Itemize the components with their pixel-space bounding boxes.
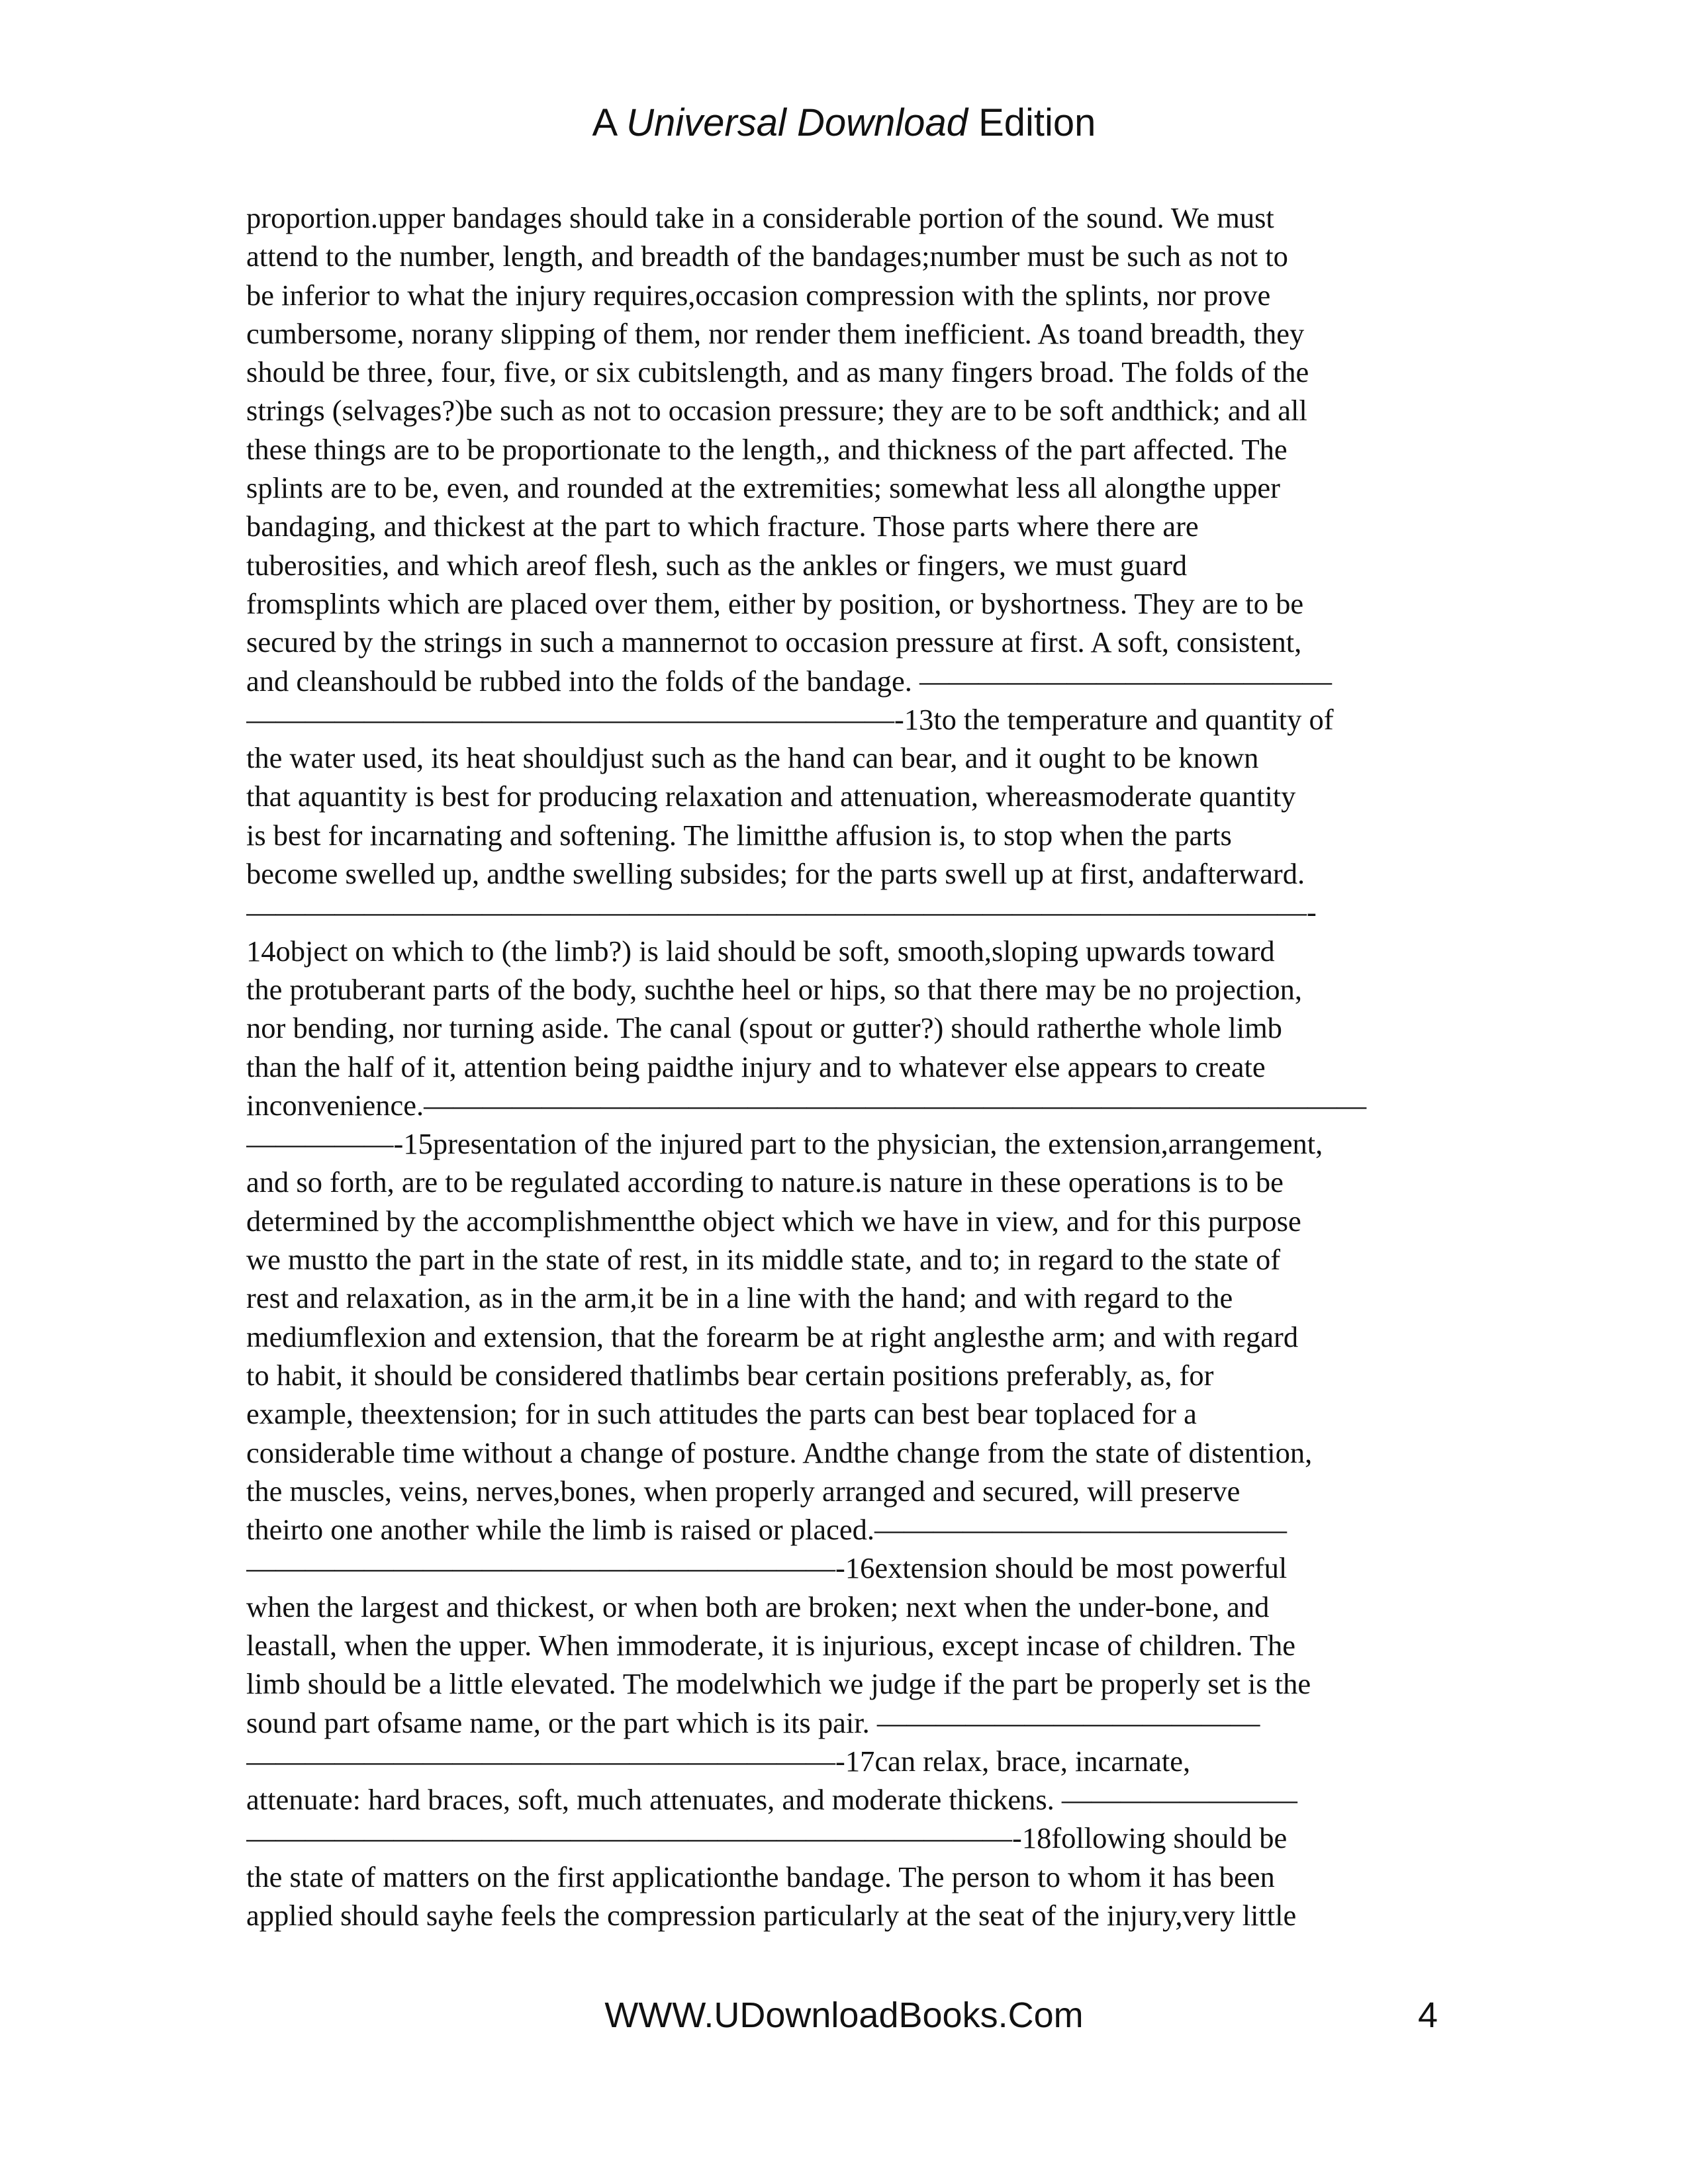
text-line: applied should sayhe feels the compression particularly at the seat of the injury,very little bbox=[246, 1899, 1297, 1933]
text-line: —————-15presentation of the injured part to the physician, the extension,arrangement, bbox=[246, 1127, 1323, 1161]
header-prefix: A bbox=[592, 101, 627, 144]
text-line: when the largest and thickest, or when both are broken; next when the under-bone, and bbox=[246, 1590, 1270, 1623]
text-line: inconvenience.———————————————————————————————— bbox=[246, 1088, 1367, 1122]
text-line: 14object on which to (the limb?) is laid should be soft, smooth,sloping upwards toward bbox=[246, 934, 1275, 968]
text-line: become swelled up, andthe swelling subsides; for the parts swell up at first, andafterward. bbox=[246, 857, 1305, 891]
text-line: splints are to be, even, and rounded at the extremities; somewhat less all alongthe upper bbox=[246, 471, 1280, 505]
body-text bbox=[246, 199, 1431, 1934]
text-line: secured by the strings in such a mannernot to occasion pressure at first. A soft, consistent, bbox=[246, 625, 1302, 659]
text-line: the muscles, veins, nerves,bones, when properly arranged and secured, will preserve bbox=[246, 1474, 1241, 1508]
text-line: the state of matters on the first applicationthe bandage. The person to whom it has been bbox=[246, 1860, 1275, 1893]
text-line: sound part ofsame name, or the part which is its pair. ————————————— bbox=[246, 1706, 1260, 1739]
text-line: that aquantity is best for producing relaxation and attenuation, whereasmoderate quantity bbox=[246, 780, 1296, 813]
text-line: nor bending, nor turning aside. The canal (spout or gutter?) should ratherthe whole limb bbox=[246, 1011, 1282, 1045]
text-line: example, theextension; for in such attitudes the parts can best bear toplaced for a bbox=[246, 1397, 1197, 1431]
text-line: the water used, its heat shouldjust such as the hand can bear, and it ought to be known bbox=[246, 741, 1259, 775]
text-line: fromsplints which are placed over them, either by position, or byshortness. They are to be bbox=[246, 586, 1304, 620]
page-number: 4 bbox=[1417, 1995, 1438, 2035]
text-line: be inferior to what the injury requires,occasion compression with the splints, nor prove bbox=[246, 278, 1271, 312]
text-line: ——————————————————————————-18following should be bbox=[246, 1821, 1288, 1855]
text-line: strings (selvages?)be such as not to occasion pressure; they are to be soft andthick; and all bbox=[246, 394, 1307, 428]
text-line: should be three, four, five, or six cubitslength, and as many fingers broad. The folds of the bbox=[246, 355, 1309, 389]
text-line: we mustto the part in the state of rest, in its middle state, and to; in regard to the state of bbox=[246, 1243, 1281, 1277]
text-line: ——————————————————————-13to the temperature and quantity of bbox=[246, 702, 1334, 736]
text-line: considerable time without a change of posture. Andthe change from the state of distention, bbox=[246, 1435, 1313, 1469]
text-line: is best for incarnating and softening. The limitthe affusion is, to stop when the parts bbox=[246, 818, 1232, 852]
footer-url: WWW.UDownloadBooks.Com bbox=[604, 1995, 1084, 2035]
text-line: bandaging, and thickest at the part to which fracture. Those parts where there are bbox=[246, 510, 1199, 543]
text-line: theirto one another while the limb is raised or placed.—————————————— bbox=[246, 1513, 1288, 1547]
text-line: leastall, when the upper. When immoderate, it is injurious, except incase of children. The bbox=[246, 1628, 1296, 1662]
text-line: ————————————————————————————————————- bbox=[246, 895, 1317, 929]
text-line: the protuberant parts of the body, suchthe heel or hips, so that there may be no projection, bbox=[246, 972, 1302, 1006]
text-line: than the half of it, attention being paidthe injury and to whatever else appears to create bbox=[246, 1050, 1266, 1083]
text-line: cumbersome, norany slipping of them, nor render them inefficient. As toand breadth, they bbox=[246, 316, 1305, 350]
text-line: to habit, it should be considered thatlimbs bear certain positions preferably, as, for bbox=[246, 1358, 1214, 1392]
text-line: proportion.upper bandages should take in a considerable portion of the sound. We must bbox=[246, 201, 1274, 234]
text-line: ————————————————————-16extension should be most powerful bbox=[246, 1551, 1288, 1585]
text-line: tuberosities, and which areof flesh, such as the ankles or fingers, we must guard bbox=[246, 548, 1188, 582]
text-line: mediumflexion and extension, that the forearm be at right anglesthe arm; and with regard bbox=[246, 1320, 1299, 1353]
text-line: and so forth, are to be regulated according to nature.is nature in these operations is to be bbox=[246, 1165, 1284, 1199]
text-line: these things are to be proportionate to the length,, and thickness of the part affected. The bbox=[246, 432, 1288, 466]
text-line: ————————————————————-17can relax, brace, incarnate, bbox=[246, 1744, 1191, 1778]
text-line: and cleanshould be rubbed into the folds of the bandage. —————————————— bbox=[246, 664, 1333, 698]
text-line: rest and relaxation, as in the arm,it be in a line with the hand; and with regard to the bbox=[246, 1281, 1233, 1315]
text-line: attenuate: hard braces, soft, much attenuates, and moderate thickens. ———————— bbox=[246, 1783, 1297, 1817]
text-line: limb should be a little elevated. The modelwhich we judge if the part be properly set is the bbox=[246, 1667, 1311, 1701]
text-line: determined by the accomplishmentthe object which we have in view, and for this purpose bbox=[246, 1204, 1301, 1238]
page-footer bbox=[0, 1989, 1688, 2042]
header-title: Universal Download bbox=[626, 101, 968, 144]
page-header bbox=[0, 97, 1688, 150]
header-suffix: Edition bbox=[967, 101, 1096, 144]
text-line: attend to the number, length, and breadth of the bandages;number must be such as not to bbox=[246, 240, 1288, 273]
